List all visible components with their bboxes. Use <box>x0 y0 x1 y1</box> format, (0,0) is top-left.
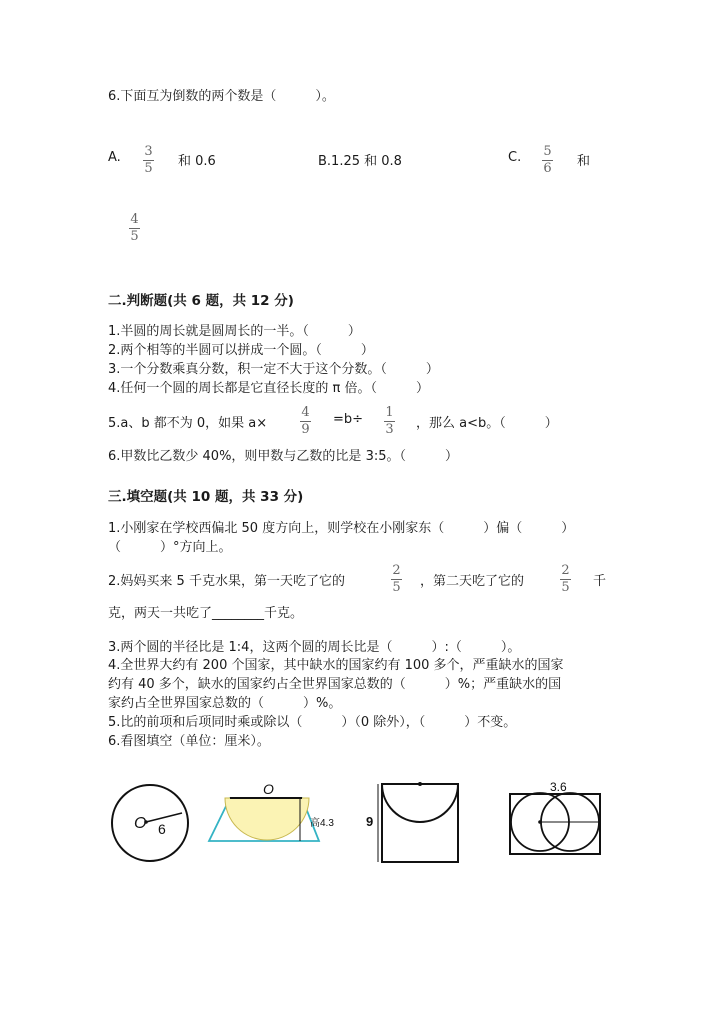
section2-title: 二.判断题(共 6 题，共 12 分) <box>108 293 294 309</box>
q6-option-a-fraction <box>143 145 154 176</box>
height-label: 高4.3 <box>310 818 334 829</box>
s3-q2-fraction-1 <box>391 564 402 595</box>
s3-q2-part3: 千 <box>593 574 607 589</box>
q6-option-c-fraction <box>542 145 553 176</box>
s3-q2-line2: 克，两天一共吃了________千克。 <box>108 606 304 621</box>
semicircle-shape <box>225 798 309 840</box>
fraction-denominator: 5 <box>130 229 139 244</box>
q6-stem: 6.下面互为倒数的两个数是（ ）。 <box>108 89 335 104</box>
s3-q2-fraction-2 <box>560 564 571 595</box>
figure-square-semicircle <box>366 782 458 862</box>
q6-option-c-label: C. <box>508 150 522 165</box>
s3-q6: 6.看图填空（单位：厘米）。 <box>108 734 270 749</box>
center-dot <box>538 820 542 824</box>
s3-q2-part2: ，第二天吃了它的 <box>420 574 525 589</box>
s2-q5-part3: ，那么 a<b。（ ） <box>416 416 558 431</box>
semicircle-arc <box>382 784 458 822</box>
s3-q4-line2: 约有 40 多个，缺水的国家约占全世界国家总数的（ ）%；严重缺水的国 <box>108 677 562 692</box>
q6-option-a-label: A. <box>108 150 121 165</box>
s3-q4-line1: 4.全世界大约有 200 个国家，其中缺水的国家约有 100 多个，严重缺水的国家 <box>108 658 564 673</box>
s2-q5-part1: 5.a、b 都不为 0，如果 a× <box>108 416 268 431</box>
center-dot <box>418 782 422 786</box>
q6-option-b: B.1.25 和 0.8 <box>318 154 402 169</box>
fraction-numerator: 4 <box>301 405 310 420</box>
fraction-denominator: 5 <box>144 161 153 176</box>
s2-q2: 2.两个相等的半圆可以拼成一个圆。（ ） <box>108 343 374 358</box>
circle-outline <box>112 785 188 861</box>
q6-option-a-tail: 和 0.6 <box>178 154 216 169</box>
figures-row <box>100 778 620 878</box>
radius-label: 6 <box>158 821 166 837</box>
top-label: 3.6 <box>550 780 567 794</box>
fraction-denominator: 9 <box>301 422 310 437</box>
center-label: O <box>263 781 274 797</box>
s2-q4: 4.任何一个圆的周长都是它直径长度的 π 倍。（ ） <box>108 381 429 396</box>
q6-option-c-tail: 和 <box>577 154 591 169</box>
fraction-numerator: 1 <box>385 405 394 420</box>
s3-q3: 3.两个圆的半径比是 1:4，这两个圆的周长比是（ ）:（ ）。 <box>108 640 521 655</box>
s2-q5-part2: =b÷ <box>333 412 364 427</box>
s3-q2-part1: 2.妈妈买来 5 千克水果，第一天吃了它的 <box>108 574 345 589</box>
fraction-numerator: 5 <box>543 144 552 159</box>
fraction-numerator: 2 <box>561 563 570 578</box>
s3-q1-line1: 1.小刚家在学校西偏北 50 度方向上，则学校在小刚家东（ ）偏（ ） <box>108 521 575 536</box>
fraction-denominator: 5 <box>392 580 401 595</box>
figure-rectangle-two-circles <box>510 780 600 854</box>
s2-q6: 6.甲数比乙数少 40%，则甲数与乙数的比是 3:5。（ ） <box>108 449 458 464</box>
figure-circle-radius <box>112 785 188 861</box>
q6-option-c-fraction-2 <box>129 213 140 244</box>
s2-q3: 3.一个分数乘真分数，积一定不大于这个分数。（ ） <box>108 362 439 377</box>
figure-trapezoid-semicircle <box>209 781 334 841</box>
fraction-numerator: 4 <box>130 212 139 227</box>
section3-title: 三.填空题(共 10 题，共 33 分) <box>108 489 304 505</box>
s3-q4-line3: 家约占全世界国家总数的（ ）%。 <box>108 696 342 711</box>
fraction-denominator: 3 <box>385 422 394 437</box>
side-label: 9 <box>366 814 374 829</box>
fraction-denominator: 6 <box>543 161 552 176</box>
fraction-numerator: 2 <box>392 563 401 578</box>
s3-q1-line2: （ ）°方向上。 <box>108 540 232 555</box>
s2-q1: 1.半圆的周长就是圆周长的一半。（ ） <box>108 324 361 339</box>
s2-q5-fraction-1 <box>300 406 311 437</box>
fraction-numerator: 3 <box>144 144 153 159</box>
s3-q5: 5.比的前项和后项同时乘或除以（ ）（0 除外），（ ）不变。 <box>108 715 517 730</box>
fraction-denominator: 5 <box>561 580 570 595</box>
s2-q5-fraction-2 <box>384 406 395 437</box>
center-label: O <box>134 815 147 832</box>
